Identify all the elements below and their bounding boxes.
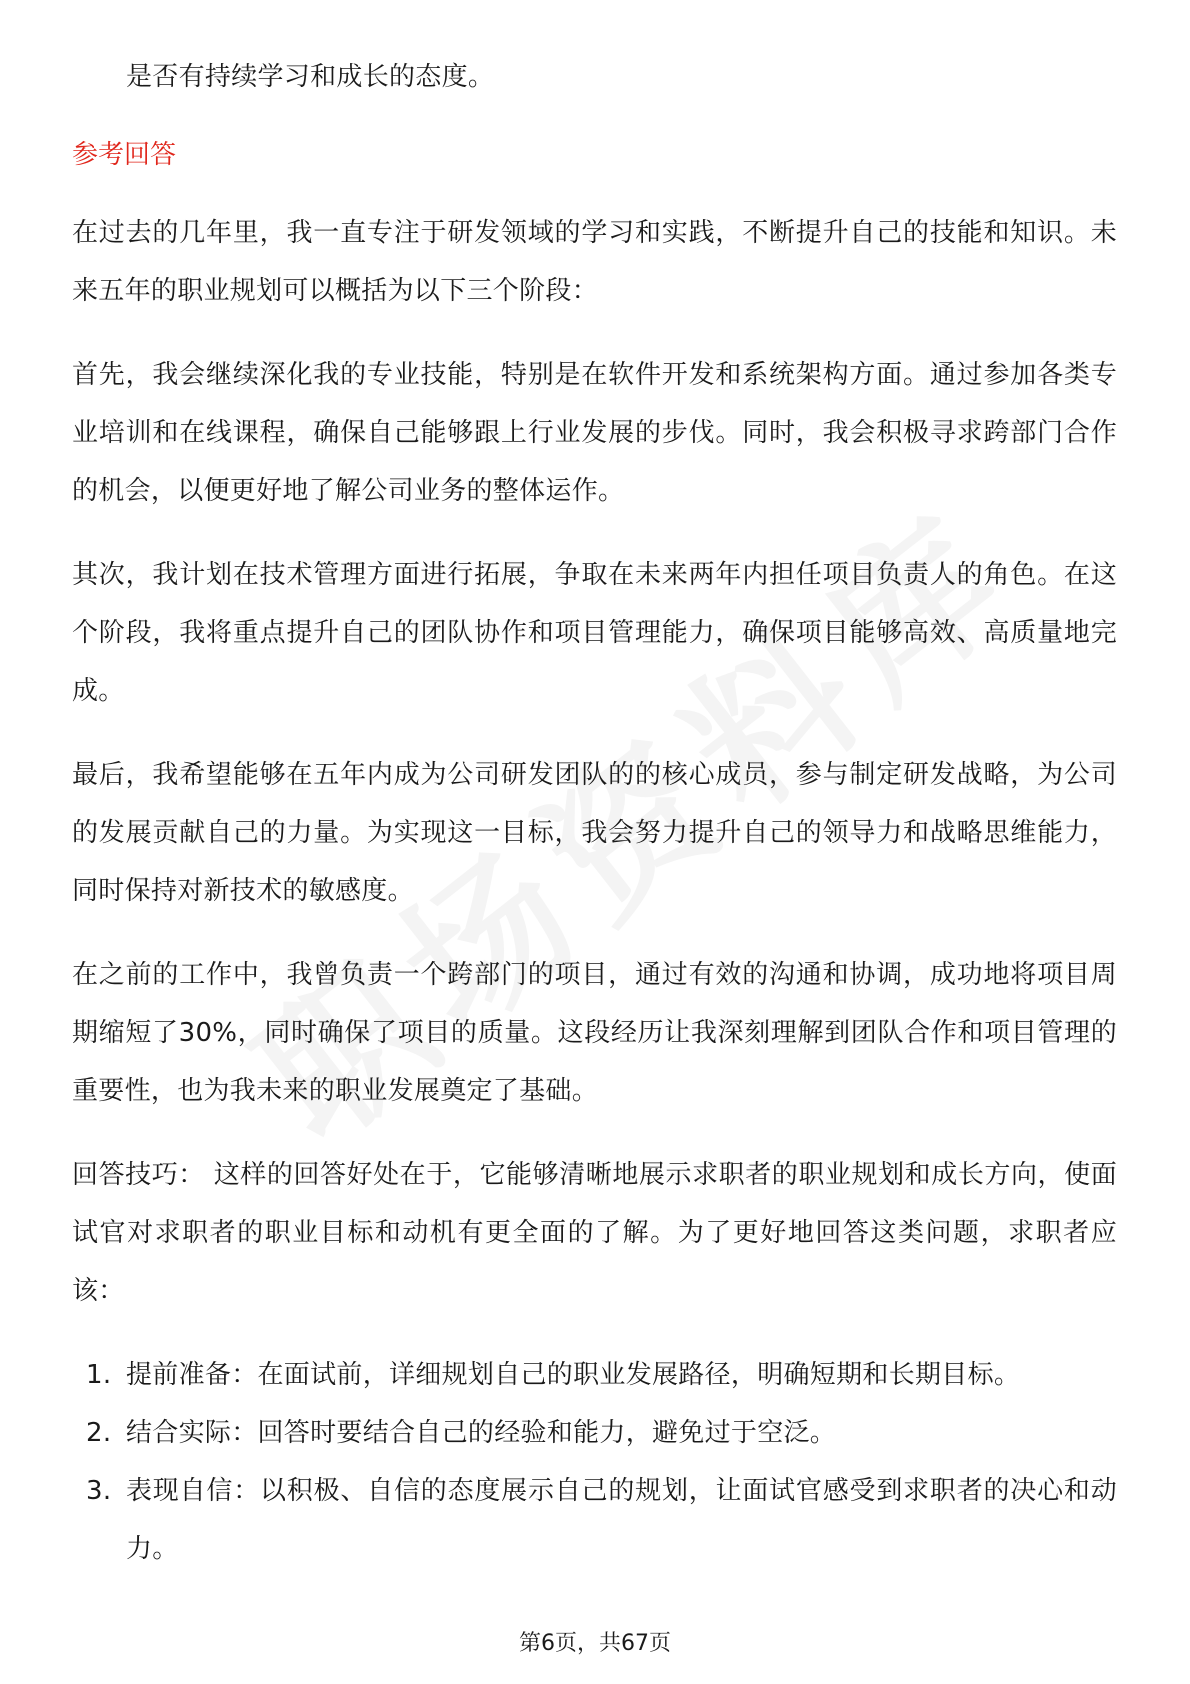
paragraph-experience: 在之前的工作中，我曾负责一个跨部门的项目，通过有效的沟通和协调，成功地将项目周期缩短了30%，同时确保了项目的质量。这段经历让我深刻理解到团队合作和项目管理的重要性，也为我未来的职业发展奠定了基础。 [72,960,1117,1106]
list-item-text: 提前准备：在面试前，详细规划自己的职业发展路径，明确短期和长期目标。 [126,1360,1021,1390]
list-item-text: 结合实际：回答时要结合自己的经验和能力，避免过于空泛。 [126,1418,837,1448]
list-item-number: 2. [86,1418,112,1448]
section-heading: 参考回答 [72,140,177,170]
list-item [72,1404,1117,1462]
paragraph-intro: 在过去的几年里，我一直专注于研发领域的学习和实践，不断提升自己的技能和知识。未来五年的职业规划可以概括为以下三个阶段： [72,218,1117,306]
list-item-text: 表现自信：以积极、自信的态度展示自己的规划，让面试官感受到求职者的决心和动力。 [126,1476,1117,1564]
intro-line: 是否有持续学习和成长的态度。 [126,62,495,92]
list-item-number: 3. [86,1476,112,1506]
paragraph-third-stage: 最后，我希望能够在五年内成为公司研发团队的的核心成员，参与制定研发战略，为公司的发展贡献自己的力量。为实现这一目标，我会努力提升自己的领导力和战略思维能力，同时保持对新技术的敏感度。 [72,760,1117,906]
paragraph-second-stage: 其次，我计划在技术管理方面进行拓展，争取在未来两年内担任项目负责人的角色。在这个阶段，我将重点提升自己的团队协作和项目管理能力，确保项目能够高效、高质量地完成。 [72,560,1117,706]
page-footer: 第6页，共67页 [519,1631,671,1656]
list-item [72,1462,1117,1578]
list-item-number: 1. [86,1360,112,1390]
tips-list [72,1346,1117,1578]
list-item [72,1346,1117,1404]
paragraph-first-stage: 首先，我会继续深化我的专业技能，特别是在软件开发和系统架构方面。通过参加各类专业培训和在线课程，确保自己能够跟上行业发展的步伐。同时，我会积极寻求跨部门合作的机会，以便更好地了解公司业务的整体运作。 [72,360,1117,506]
paragraph-answer-tips: 回答技巧： 这样的回答好处在于，它能够清晰地展示求职者的职业规划和成长方向，使面试官对求职者的职业目标和动机有更全面的了解。为了更好地回答这类问题，求职者应该： [72,1160,1117,1306]
page-content [72,48,1117,1578]
